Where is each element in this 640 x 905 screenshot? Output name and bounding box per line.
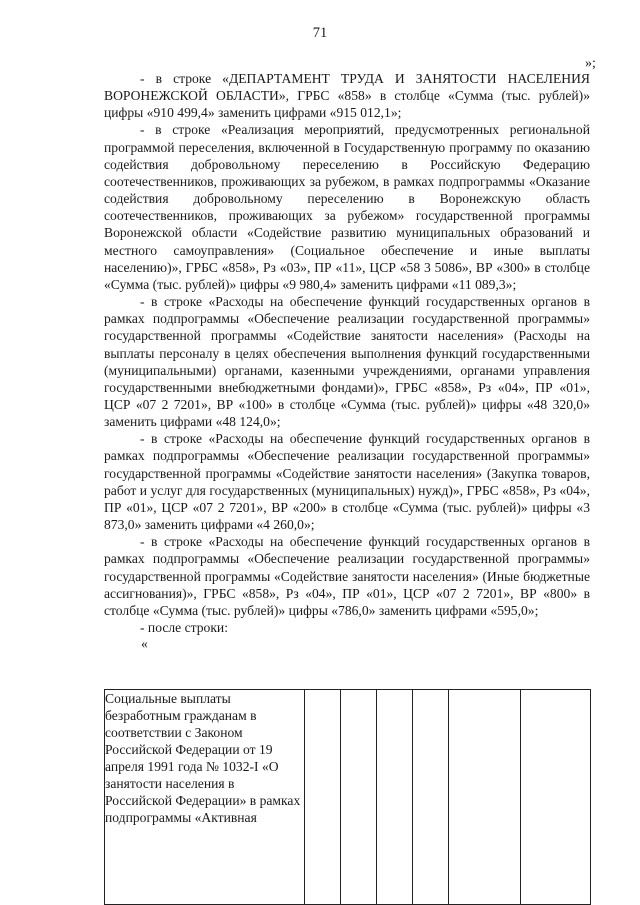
table-cell	[449, 690, 521, 905]
paragraph-1: - в строке «ДЕПАРТАМЕНТ ТРУДА И ЗАНЯТОСТИ НАСЕЛЕНИЯ ВОРОНЕЖСКОЙ ОБЛАСТИ», ГРБС «858» в столбце «Сумма (тыс. рублей)» цифры «910 499,4» заменить цифрами «915 012,1»;	[104, 71, 590, 121]
table-cell	[341, 690, 377, 905]
table-cell	[413, 690, 449, 905]
table-row	[105, 690, 591, 905]
paragraph-4: - в строке «Расходы на обеспечение функций государственных органов в рамках подпрограммы «Обеспечение реализации государственной программы» государственной программы «Содействие занятости населения» (Закупка товаров, работ и услуг для государственных (муниципальных) нужд)», ГРБС «858», Рз «04», ПР «01», ЦСР «07 2 7201», ВР «200» в столбце «Сумма (тыс. рублей)» цифры «3 873,0» заменить цифрами «4 260,0»;	[104, 431, 590, 533]
table-cell	[521, 690, 591, 905]
budget-table	[104, 689, 591, 905]
table-cell	[305, 690, 341, 905]
paragraph-5: - в строке «Расходы на обеспечение функций государственных органов в рамках подпрограммы «Обеспечение реализации государственной программы» государственной программы «Содействие занятости населения» (Иные бюджетные ассигнования)», ГРБС «858», Рз «04», ПР «01», ЦСР «07 2 7201», ВР «800» в столбце «Сумма (тыс. рублей)» цифры «786,0» заменить цифрами «595,0»;	[104, 534, 590, 618]
closing-quote: »;	[585, 56, 596, 71]
paragraph-2: - в строке «Реализация мероприятий, предусмотренных региональной программой переселения, включенной в Государственную программу по оказанию содействия добровольному переселению в Российскую Федерацию соотечественников, проживающих за рубежом, в рамках подпрограммы «Оказание содействия добровольному переселению в Воронежскую область соотечественников, проживающих за рубежом» государственной программы Воронежской области «Содействие развитию муниципальных образований и местного самоуправления» (Социальное обеспечение и иные выплаты населению)», ГРБС «858», Рз «03», ПР «11», ЦСР «58 3 5086», ВР «300» в столбце «Сумма (тыс. рублей)» цифры «9 980,4» заменить цифрами «11 089,3»;	[104, 122, 590, 292]
page-number: 71	[312, 25, 328, 41]
opening-quote: «	[141, 636, 148, 652]
table-cell-name: Социальные выплаты безработным гражданам в соответствии с Законом Российской Федерации от 19 апреля 1991 года № 1032-I «О занятости населения в Российской Федерации» в рамках подпрограммы «Активная	[105, 690, 305, 905]
table-cell	[377, 690, 413, 905]
after-line: - после строки:	[140, 620, 228, 635]
document-body	[104, 70, 590, 651]
paragraph-3: - в строке «Расходы на обеспечение функций государственных органов в рамках подпрограммы «Обеспечение реализации государственной программы» государственной программы «Содействие занятости населения» (Расходы на выплаты персоналу в целях обеспечения выполнения функций государственными (муниципальными) органами, казенными учреждениями, органами управления государственными внебюджетными фондами)», ГРБС «858», Рз «04», ПР «01», ЦСР «07 2 7201», ВР «100» в столбце «Сумма (тыс. рублей)» цифры «48 320,0» заменить цифрами «48 124,0»;	[104, 294, 590, 430]
